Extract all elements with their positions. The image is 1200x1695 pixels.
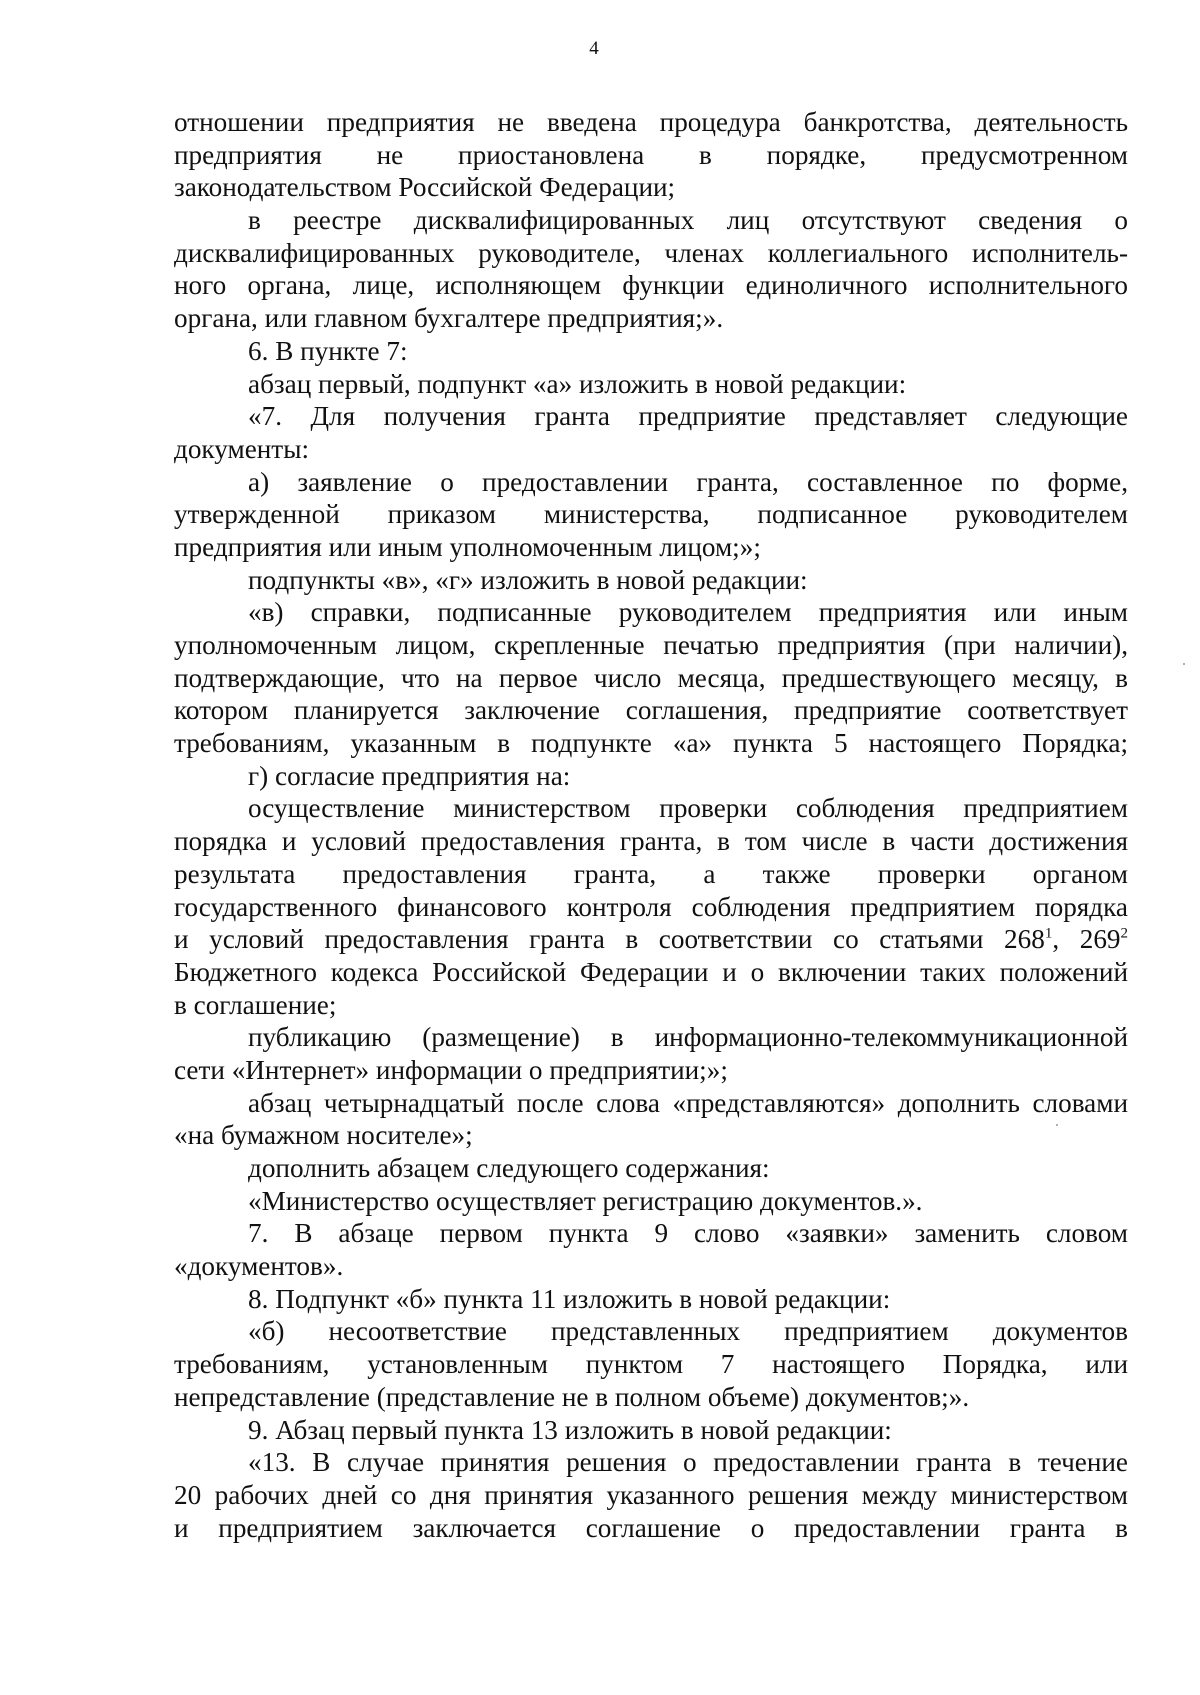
text-line: уполномоченным лицом, скрепленные печатью предприятия (при наличии),: [174, 630, 1128, 660]
text-line: законодательством Российской Федерации;: [174, 172, 676, 203]
text-line: требованиям, указанным в подпункте «а» пункта 5 настоящего Порядка;: [174, 728, 1128, 759]
text-line: 7. В абзаце первом пункта 9 слово «заявки» заменить словом: [248, 1218, 1128, 1249]
text-segment: и условий предоставления гранта в соответствии со статьями 268: [174, 924, 1045, 955]
text-line: дисквалифицированных руководителе, членах коллегиального исполнитель-: [174, 237, 1128, 268]
text-line: 6. В пункте 7:: [248, 335, 408, 366]
text-line: 20 рабочих дней со дня принятия указанного решения между министерством: [174, 1479, 1128, 1510]
text-line: абзац четырнадцатый после слова «представляются» дополнить словами: [248, 1087, 1128, 1118]
scan-speck: [1183, 663, 1185, 665]
text-line: абзац первый, подпункт «а» изложить в новой редакции:: [248, 368, 907, 399]
text-line: утвержденной приказом министерства, подписанное руководителем: [174, 499, 1128, 530]
superscript: 2: [1120, 925, 1129, 942]
text-line: осуществление министерством проверки соблюдения предприятием: [248, 793, 1128, 824]
text-line: «7. Для получения гранта предприятие представляет следующие: [248, 401, 1128, 432]
text-line: и предприятием заключается соглашение о предоставлении гранта в: [174, 1512, 1128, 1543]
text-line: Бюджетного кодекса Российской Федерации и о включении таких положений: [174, 956, 1128, 987]
text-line: сети «Интернет» информации о предприятии;»;: [174, 1054, 728, 1085]
body-text: [174, 106, 1128, 1544]
text-line: а) заявление о предоставлении гранта, составленное по форме,: [248, 466, 1128, 497]
text-line: порядка и условий предоставления гранта, в том числе в части достижения: [174, 826, 1128, 857]
text-line: предприятия не приостановлена в порядке, предусмотренном: [174, 139, 1128, 170]
text-line: ного органа, лице, исполняющем функции единоличного исполнительного: [174, 270, 1128, 301]
text-line: «13. В случае принятия решения о предоставлении гранта в течение: [248, 1447, 1128, 1478]
text-line: г) согласие предприятия на:: [248, 760, 571, 791]
text-line: «б) несоответствие представленных предприятием документов: [248, 1316, 1128, 1347]
text-line: предприятия или иным уполномоченным лицом;»;: [174, 531, 761, 562]
scan-speck: [1056, 1124, 1058, 1126]
text-line: «в) справки, подписанные руководителем предприятия или иным: [248, 597, 1128, 628]
text-line: котором планируется заключение соглашения, предприятие соответствует: [174, 695, 1128, 726]
text-line: отношении предприятия не введена процедура банкротства, деятельность: [174, 107, 1128, 137]
text-line: [174, 923, 1128, 956]
text-line: органа, или главном бухгалтере предприятия;».: [174, 303, 724, 334]
text-line: 9. Абзац первый пункта 13 изложить в новой редакции:: [248, 1414, 892, 1445]
text-line: непредставление (представление не в полном объеме) документов;».: [174, 1381, 970, 1412]
text-line: публикацию (размещение) в информационно-телекоммуникационной: [248, 1022, 1128, 1053]
superscript: 1: [1044, 925, 1053, 942]
text-line: «Министерство осуществляет регистрацию документов.».: [248, 1185, 923, 1216]
text-line: дополнить абзацем следующего содержания:: [248, 1153, 770, 1183]
text-line: документы:: [174, 433, 310, 464]
text-line: в соглашение;: [174, 989, 337, 1020]
text-segment: , 269: [1052, 924, 1121, 955]
text-line: результата предоставления гранта, а также проверки органом: [174, 858, 1128, 889]
text-line: «на бумажном носителе»;: [174, 1120, 473, 1151]
text-line: «документов».: [174, 1251, 344, 1282]
page-number: 4: [589, 38, 599, 59]
text-line: 8. Подпункт «б» пункта 11 изложить в новой редакции:: [248, 1283, 891, 1314]
text-line: подпункты «в», «г» изложить в новой редакции:: [248, 564, 808, 595]
text-line: требованиям, установленным пунктом 7 настоящего Порядка, или: [174, 1349, 1128, 1380]
text-line: государственного финансового контроля соблюдения предприятием порядка: [174, 891, 1128, 922]
text-line: в реестре дисквалифицированных лиц отсутствуют сведения о: [248, 205, 1128, 236]
text-line: подтверждающие, что на первое число месяца, предшествующего месяцу, в: [174, 662, 1128, 693]
